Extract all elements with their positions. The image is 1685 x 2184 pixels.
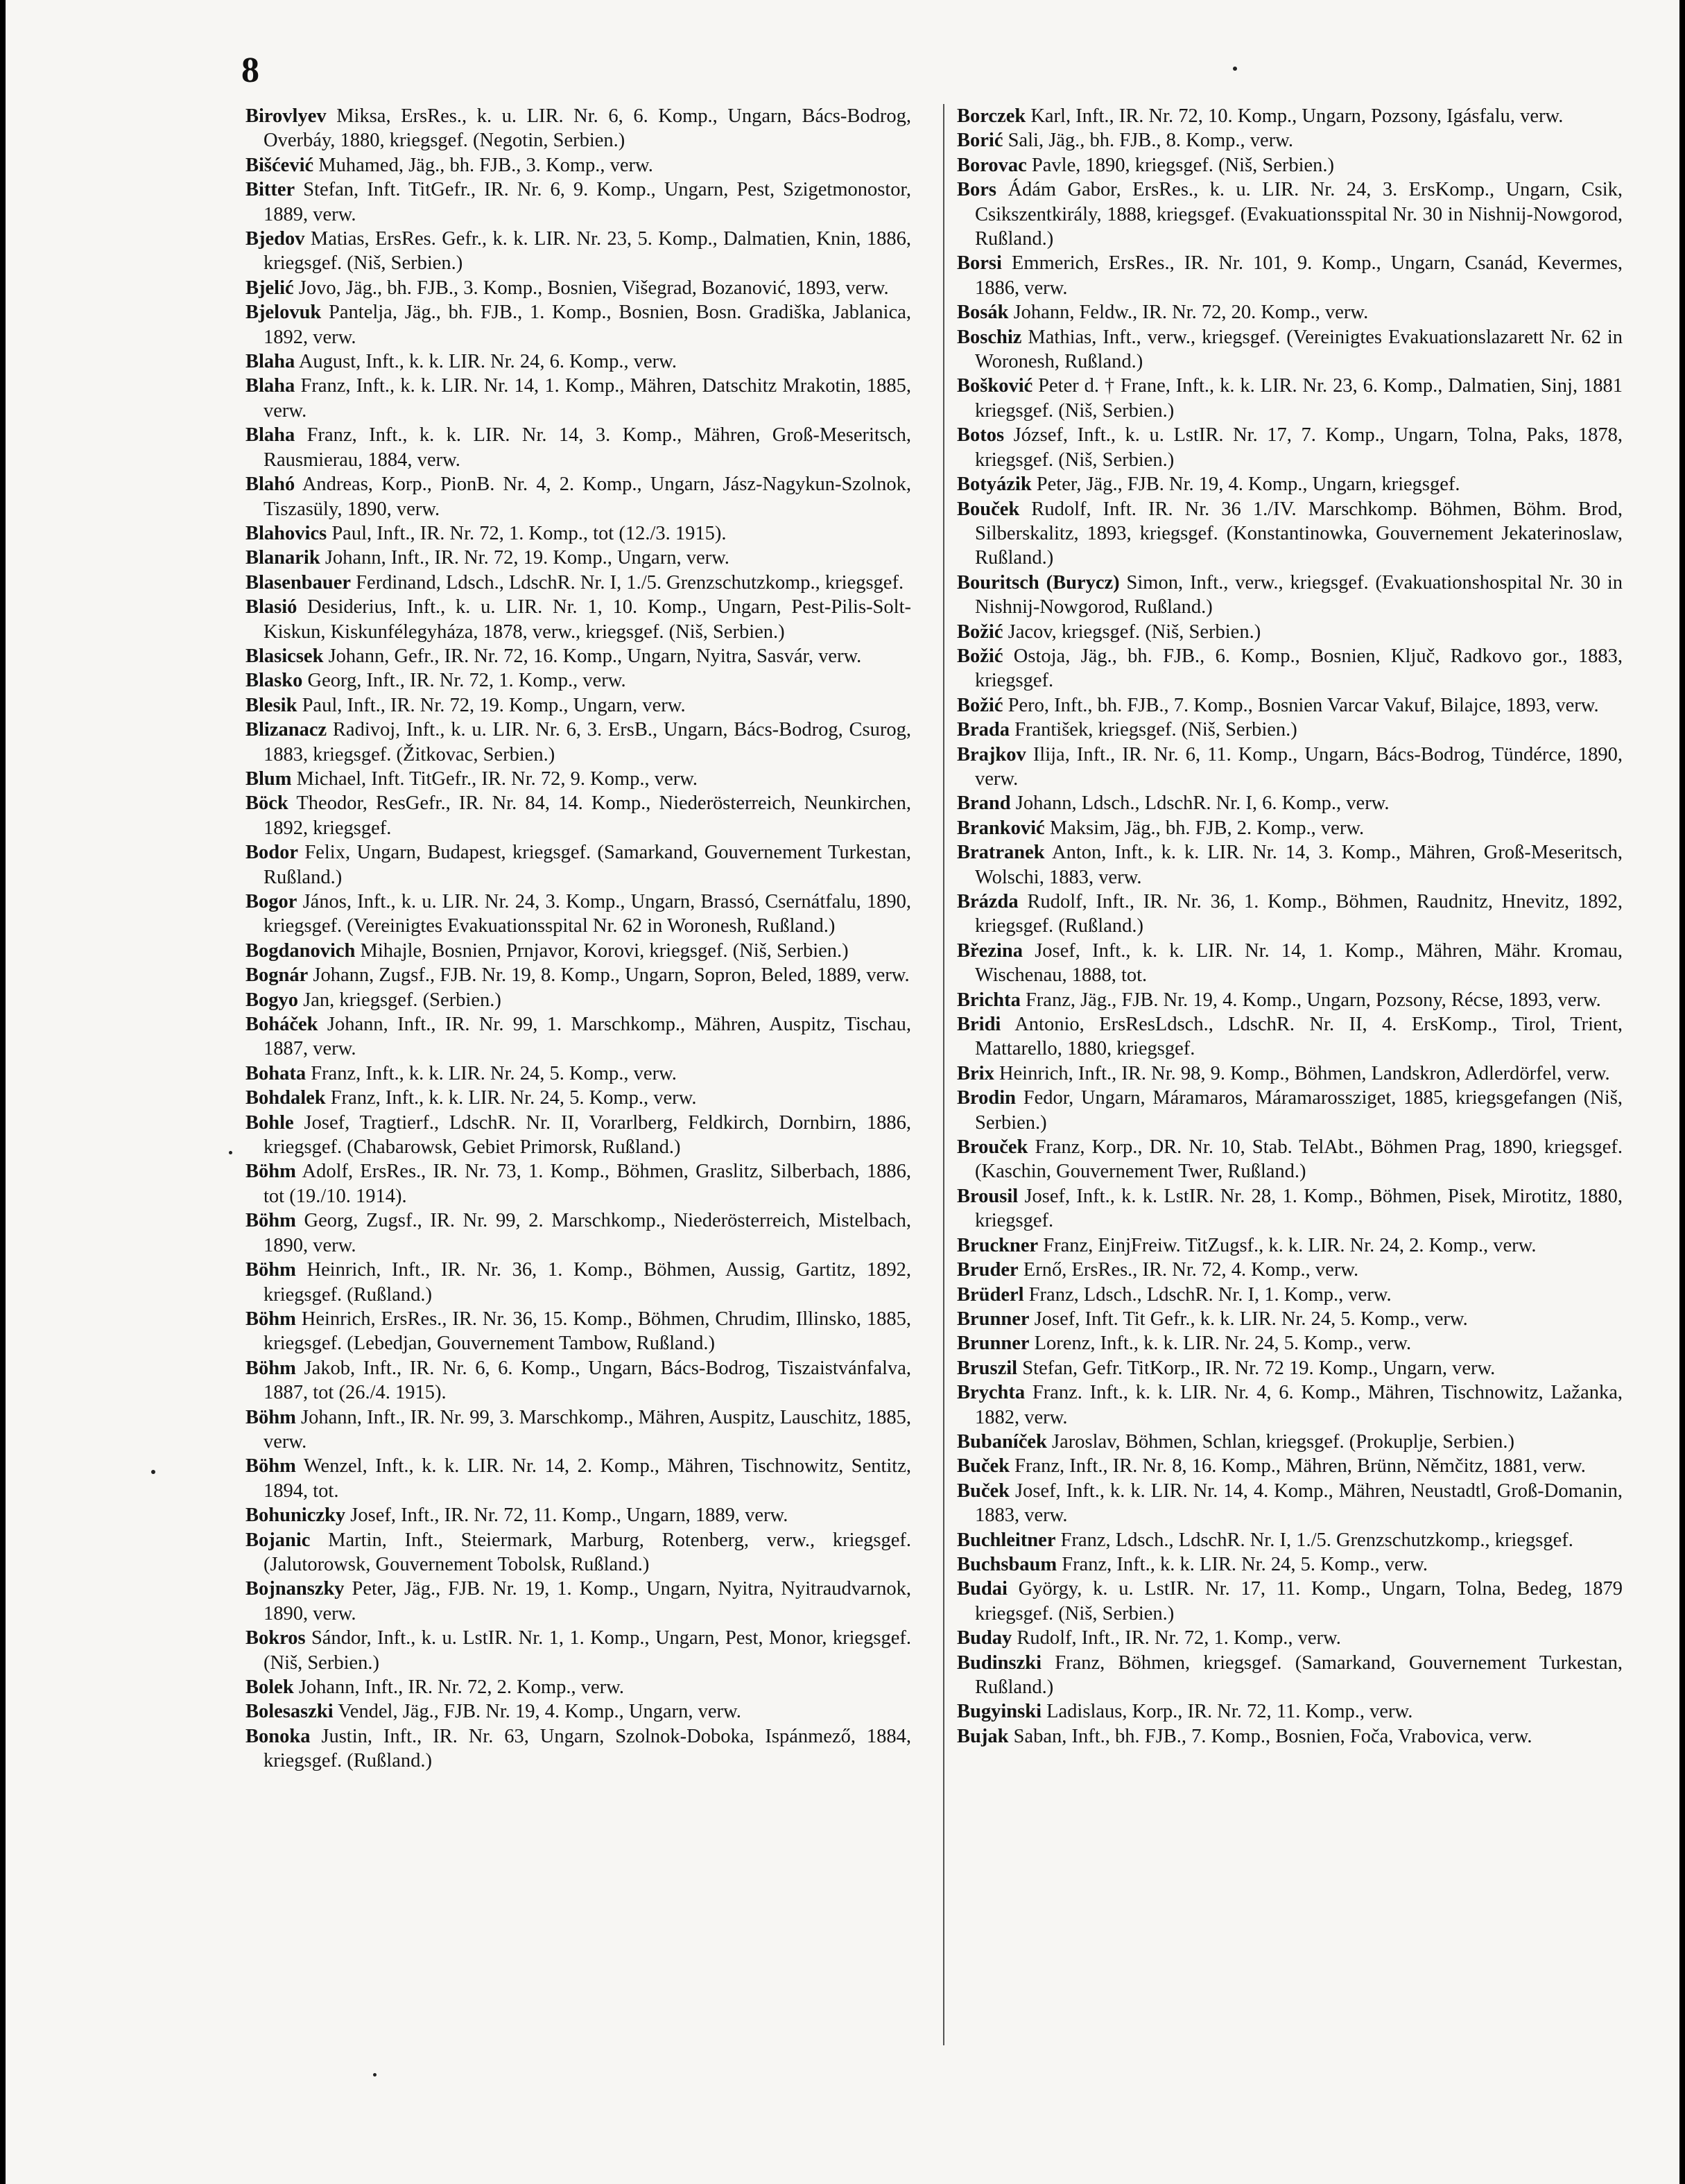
entry-surname: Buchleitner — [957, 1529, 1056, 1551]
entry-details: Sali, Jäg., bh. FJB., 8. Komp., verw. — [1003, 130, 1294, 152]
entry-details: Ferdinand, Ldsch., LdschR. Nr. I, 1./5. Grenzschutzkomp., kriegsgef. — [351, 571, 904, 593]
register-entry — [245, 1577, 911, 1626]
register-entry — [245, 1699, 911, 1724]
register-entry — [245, 939, 911, 963]
register-entry — [245, 1675, 911, 1699]
entry-details: Franz, Inft., k. k. LIR. Nr. 14, 1. Komp., Mähren, Datschitz Mrakotin, 1885, verw. — [263, 375, 911, 422]
entry-surname: Budinszki — [957, 1652, 1042, 1674]
register-entry — [245, 177, 911, 227]
entry-details: Ilija, Inft., IR. Nr. 6, 11. Komp., Ungarn, Bács-Bodrog, Tündérce, 1890, verw. — [975, 743, 1623, 790]
register-entry — [245, 153, 911, 177]
entry-surname: Bubaníček — [957, 1430, 1047, 1453]
register-entry — [245, 890, 911, 939]
entry-details: Mathias, Inft., verw., kriegsgef. (Vereinigtes Evakuationslazarett Nr. 62 in Woronesh, Rußland.) — [975, 326, 1623, 373]
register-entry — [957, 791, 1623, 815]
entry-surname: Bruckner — [957, 1234, 1039, 1256]
entry-details: Josef, Tragtierf., LdschR. Nr. II, Vorarlberg, Feldkirch, Dornbirn, 1886, kriegsgef. (Chabarowsk, Gebiet Primorsk, Rußland.) — [263, 1111, 911, 1159]
entry-details: Matias, ErsRes. Gefr., k. k. LIR. Nr. 23, 5. Komp., Dalmatien, Knin, 1886, kriegsgef. (Niš, Serbien.) — [263, 228, 911, 275]
entry-surname: Bujak — [957, 1725, 1009, 1747]
entry-surname: Blasenbauer — [245, 571, 352, 593]
entry-details: Paul, Inft., IR. Nr. 72, 19. Komp., Ungarn, verw. — [297, 694, 686, 716]
register-entry — [957, 693, 1623, 718]
entry-details: Peter d. † Frane, Inft., k. k. LIR. Nr. 23, 6. Komp., Dalmatien, Sinj, 1881 kriegsgef. (Niš, Serbien.) — [975, 375, 1623, 422]
entry-surname: Blasió — [245, 596, 297, 618]
register-entry — [957, 497, 1623, 571]
entry-surname: Blahó — [245, 474, 295, 496]
entry-surname: Bolesaszki — [245, 1701, 334, 1723]
entry-details: Stefan, Inft. TitGefr., IR. Nr. 6, 9. Komp., Ungarn, Pest, Szigetmonostor, 1889, verw. — [263, 179, 911, 225]
entry-surname: Bohle — [245, 1111, 294, 1134]
register-entry — [957, 1184, 1623, 1233]
register-entry — [245, 1454, 911, 1503]
register-entry — [245, 1258, 911, 1307]
entry-surname: Budai — [957, 1578, 1008, 1600]
entry-surname: Blahovics — [245, 522, 327, 544]
register-entry — [957, 1356, 1623, 1380]
register-entry — [245, 767, 911, 791]
register-entry — [245, 595, 911, 644]
entry-surname: Borsi — [957, 252, 1002, 275]
entry-details: Fedor, Ungarn, Máramaros, Máramarossziget, 1885, kriegsgefangen (Niš, Serbien.) — [975, 1087, 1623, 1134]
register-entry — [957, 816, 1623, 840]
entry-surname: Bosák — [957, 302, 1009, 324]
entry-surname: Blasko — [245, 670, 303, 692]
entry-details: Jovo, Jäg., bh. FJB., 3. Komp., Bosnien, Višegrad, Bozanović, 1893, verw. — [293, 277, 889, 299]
register-entry — [245, 1405, 911, 1455]
entry-surname: Borić — [957, 130, 1003, 152]
register-entry — [245, 423, 911, 472]
register-entry — [957, 1307, 1623, 1331]
entry-surname: Bošković — [957, 375, 1033, 397]
entry-details: František, kriegsgef. (Niš, Serbien.) — [1010, 719, 1297, 741]
entry-details: Jakob, Inft., IR. Nr. 6, 6. Komp., Ungarn, Bács-Bodrog, Tiszaistvánfalva, 1887, tot (26./4. 1915). — [263, 1357, 911, 1404]
entry-surname: Božić — [957, 621, 1003, 643]
register-entry — [245, 521, 911, 546]
entry-details: Franz, Jäg., FJB. Nr. 19, 4. Komp., Ungarn, Pozsony, Récse, 1893, verw. — [1020, 989, 1601, 1011]
entry-surname: Böhm — [245, 1455, 296, 1477]
entry-details: Franz, Böhmen, kriegsgef. (Samarkand, Gouvernement Turkestan, Rußland.) — [975, 1652, 1623, 1698]
entry-details: Johann, Ldsch., LdschR. Nr. I, 6. Komp., verw. — [1010, 792, 1390, 815]
entry-details: Jan, kriegsgef. (Serbien.) — [298, 989, 501, 1011]
entry-details: Josef, Inft., IR. Nr. 72, 11. Komp., Ungarn, 1889, verw. — [345, 1505, 788, 1527]
register-entry — [245, 1528, 911, 1577]
entry-surname: Bridi — [957, 1014, 1001, 1036]
entry-surname: Bouček — [957, 498, 1020, 520]
entry-surname: Böck — [245, 792, 288, 815]
entry-surname: Blasicsek — [245, 645, 324, 667]
register-entry — [957, 1528, 1623, 1552]
entry-details: Rudolf, Inft., IR. Nr. 72, 1. Komp., verw. — [1012, 1627, 1341, 1649]
register-entry — [957, 620, 1623, 644]
right-column — [957, 104, 1623, 1749]
entry-surname: Brousil — [957, 1185, 1019, 1207]
entry-details: Paul, Inft., IR. Nr. 72, 1. Komp., tot (12./3. 1915). — [327, 522, 727, 544]
entry-details: Franz, Korp., DR. Nr. 10, Stab. TelAbt., Böhmen Prag, 1890, kriegsgef. (Kaschin, Gouvernement Twer, Rußland.) — [975, 1136, 1623, 1183]
entry-surname: Brouček — [957, 1136, 1028, 1159]
entry-details: Ostoja, Jäg., bh. FJB., 6. Komp., Bosnien, Ključ, Radkovo gor., 1883, kriegsgef. — [975, 645, 1623, 692]
entry-surname: Borczek — [957, 105, 1026, 127]
register-entry — [245, 988, 911, 1012]
register-entry — [245, 1012, 911, 1061]
entry-details: Karl, Inft., IR. Nr. 72, 10. Komp., Ungarn, Pozsony, Igásfalu, verw. — [1026, 105, 1564, 127]
entry-details: Ádám Gabor, ErsRes., k. u. LIR. Nr. 24, 3. ErsKomp., Ungarn, Csik, Csikszentkirály, 1888, kriegsgef. (Evakuationsspital Nr. 30 in Nishnij-Nowgorod, Rußland.) — [975, 179, 1623, 250]
entry-surname: Bouritsch (Burycz) — [957, 571, 1120, 593]
entry-details: Johann, Zugsf., FJB. Nr. 19, 8. Komp., Ungarn, Sopron, Beled, 1889, verw. — [308, 964, 910, 987]
entry-surname: Blum — [245, 768, 292, 790]
entry-details: Adolf, ErsRes., IR. Nr. 73, 1. Komp., Böhmen, Graslitz, Silberbach, 1886, tot (19./10. 1914). — [263, 1161, 911, 1207]
register-entry — [957, 1380, 1623, 1430]
entry-surname: Buček — [957, 1480, 1010, 1502]
entry-details: Miksa, ErsRes., k. u. LIR. Nr. 6, 6. Komp., Ungarn, Bács-Bodrog, Overbáy, 1880, kriegsgef. (Negotin, Serbien.) — [263, 105, 911, 152]
entry-details: József, Inft., k. u. LstIR. Nr. 17, 7. Komp., Ungarn, Tolna, Paks, 1878, kriegsgef. (Niš, Serbien.) — [975, 424, 1623, 471]
register-entry — [957, 1577, 1623, 1626]
register-entry — [957, 743, 1623, 792]
entry-surname: Bogyo — [245, 989, 299, 1011]
register-entry — [957, 251, 1623, 300]
register-entry — [957, 988, 1623, 1012]
entry-surname: Brunner — [957, 1333, 1030, 1355]
entry-surname: Blaha — [245, 424, 295, 447]
entry-details: János, Inft., k. u. LIR. Nr. 24, 3. Komp., Ungarn, Brassó, Csernátfalu, 1890, kriegsgef. (Vereinigtes Evakuationsspital Nr. 62 in Woronesh, Rußland.) — [263, 891, 911, 937]
register-entry — [957, 1454, 1623, 1478]
entry-details: Saban, Inft., bh. FJB., 7. Komp., Bosnien, Foča, Vrabovica, verw. — [1008, 1725, 1532, 1747]
register-entry — [957, 128, 1623, 153]
entry-surname: Březina — [957, 939, 1023, 962]
register-entry — [957, 1012, 1623, 1061]
entry-surname: Boháček — [245, 1014, 318, 1036]
register-entry — [957, 1331, 1623, 1355]
register-entry — [245, 1086, 911, 1110]
entry-surname: Brodin — [957, 1087, 1017, 1109]
register-entry — [245, 104, 911, 153]
entry-details: Pantelja, Jäg., bh. FJB., 1. Komp., Bosnien, Bosn. Gradiška, Jablanica, 1892, verw. — [263, 302, 911, 348]
entry-details: Johann, Gefr., IR. Nr. 72, 16. Komp., Ungarn, Nyitra, Sasvár, verw. — [323, 645, 862, 667]
entry-surname: Bors — [957, 179, 996, 201]
entry-surname: Bonoka — [245, 1725, 311, 1747]
entry-details: Anton, Inft., k. k. LIR. Nr. 14, 3. Komp., Mähren, Groß-Meseritsch, Wolschi, 1883, verw. — [975, 842, 1623, 888]
entry-details: Maksim, Jäg., bh. FJB, 2. Komp., verw. — [1044, 817, 1365, 839]
entry-surname: Blanarik — [245, 547, 320, 569]
entry-surname: Böhm — [245, 1308, 296, 1330]
entry-surname: Blesik — [245, 694, 297, 716]
entry-surname: Bjelovuk — [245, 302, 322, 324]
entry-surname: Bugyinski — [957, 1701, 1042, 1723]
entry-surname: Brajkov — [957, 743, 1026, 765]
entry-details: Radivoj, Inft., k. u. LIR. Nr. 6, 3. ErsB., Ungarn, Bács-Bodrog, Csurog, 1883, kriegsgef. (Žitkovac, Serbien.) — [263, 719, 911, 765]
register-entry — [245, 1111, 911, 1160]
entry-details: Michael, Inft. TitGefr., IR. Nr. 72, 9. Komp., verw. — [291, 768, 698, 790]
entry-surname: Böhm — [245, 1357, 296, 1379]
entry-surname: Brunner — [957, 1308, 1030, 1330]
register-entry — [957, 1135, 1623, 1184]
entry-surname: Bognár — [245, 964, 309, 987]
register-entry — [957, 1233, 1623, 1258]
entry-surname: Botyázik — [957, 474, 1032, 496]
register-entry — [957, 1430, 1623, 1454]
register-entry — [957, 1626, 1623, 1650]
entry-details: Lorenz, Inft., k. k. LIR. Nr. 24, 5. Komp., verw. — [1029, 1333, 1412, 1355]
register-entry — [957, 1258, 1623, 1282]
page-number: 8 — [241, 51, 259, 90]
entry-details: Georg, Inft., IR. Nr. 72, 1. Komp., verw. — [302, 670, 626, 692]
entry-surname: Buchsbaum — [957, 1553, 1057, 1575]
left-column — [245, 104, 911, 1774]
entry-surname: Boschiz — [957, 326, 1022, 348]
entry-surname: Bjedov — [245, 228, 305, 250]
entry-surname: Bratranek — [957, 842, 1045, 864]
register-entry — [957, 104, 1623, 128]
register-entry — [957, 890, 1623, 939]
entry-details: Desiderius, Inft., k. u. LIR. Nr. 1, 10. Komp., Ungarn, Pest-Pilis-Solt-Kiskun, Kiskunfélegyháza, 1878, verw., kriegsgef. (Niš, Serbien.) — [263, 596, 911, 643]
register-entry — [957, 1651, 1623, 1700]
entry-details: Wenzel, Inft., k. k. LIR. Nr. 14, 2. Komp., Mähren, Tischnowitz, Sentitz, 1894, tot. — [263, 1455, 911, 1502]
entry-details: Josef, Inft. Tit Gefr., k. k. LIR. Nr. 24, 5. Komp., verw. — [1029, 1308, 1468, 1330]
entry-surname: Bojanic — [245, 1529, 311, 1551]
register-entry — [245, 791, 911, 840]
register-entry — [245, 472, 911, 521]
entry-details: Peter, Jäg., FJB. Nr. 19, 1. Komp., Ungarn, Nyitra, Nyitraudvarnok, 1890, verw. — [263, 1578, 911, 1624]
register-entry — [957, 472, 1623, 496]
register-entry — [957, 325, 1623, 374]
entry-surname: Bodor — [245, 842, 299, 864]
entry-surname: Bojnanszky — [245, 1578, 345, 1600]
entry-details: Heinrich, Inft., IR. Nr. 36, 1. Komp., Böhmen, Aussig, Gartitz, 1892, kriegsgef. (Rußland.) — [263, 1259, 911, 1306]
entry-surname: Brix — [957, 1062, 994, 1084]
entry-details: Simon, Inft., verw., kriegsgef. (Evakuationshospital Nr. 30 in Nishnij-Nowgorod, Rußland.) — [975, 571, 1623, 618]
entry-details: Franz, Ldsch., LdschR. Nr. I, 1. Komp., verw. — [1023, 1283, 1392, 1306]
entry-surname: Böhm — [245, 1259, 296, 1281]
register-entry — [957, 840, 1623, 890]
register-entry — [245, 963, 911, 987]
register-entry — [245, 227, 911, 276]
register-entry — [245, 1626, 911, 1675]
entry-surname: Blizanacz — [245, 719, 327, 741]
register-entry — [245, 1159, 911, 1208]
entry-details: Josef, Inft., k. k. LstIR. Nr. 28, 1. Komp., Böhmen, Pisek, Mirotitz, 1880, kriegsgef. — [975, 1185, 1623, 1232]
register-entry — [245, 1061, 911, 1086]
entry-details: György, k. u. LstIR. Nr. 17, 11. Komp., Ungarn, Tolna, Bedeg, 1879 kriegsgef. (Niš, Serbien.) — [975, 1578, 1623, 1624]
entry-details: Pavle, 1890, kriegsgef. (Niš, Serbien.) — [1026, 154, 1335, 176]
entry-details: Heinrich, ErsRes., IR. Nr. 36, 15. Komp., Böhmen, Chrudim, Illinsko, 1885, kriegsgef. (Lebedjan, Gouvernement Tambow, Rußland.) — [263, 1308, 911, 1355]
entry-details: Andreas, Korp., PionB. Nr. 4, 2. Komp., Ungarn, Jász-Nagykun-Szolnok, Tiszasüly, 1890, verw. — [263, 474, 911, 520]
register-entry — [957, 1552, 1623, 1577]
entry-details: Franz. Inft., k. k. LIR. Nr. 4, 6. Komp., Mähren, Tischnowitz, Lažanka, 1882, verw. — [975, 1382, 1623, 1428]
entry-surname: Bohdalek — [245, 1087, 326, 1109]
entry-details: Ladislaus, Korp., IR. Nr. 72, 11. Komp., verw. — [1042, 1701, 1413, 1723]
entry-details: Georg, Zugsf., IR. Nr. 99, 2. Marschkomp., Niederösterreich, Mistelbach, 1890, verw. — [263, 1210, 911, 1256]
entry-details: Justin, Inft., IR. Nr. 63, Ungarn, Szolnok-Doboka, Ispánmező, 1884, kriegsgef. (Rußland.) — [263, 1725, 911, 1772]
register-entry — [245, 840, 911, 890]
entry-details: Mihajle, Bosnien, Prnjavor, Korovi, kriegsgef. (Niš, Serbien.) — [355, 939, 849, 962]
register-entry — [957, 177, 1623, 251]
print-speck — [373, 2073, 377, 2077]
entry-surname: Bruder — [957, 1259, 1019, 1281]
entry-surname: Bohuniczky — [245, 1505, 346, 1527]
register-entry — [957, 1699, 1623, 1724]
entry-details: Felix, Ungarn, Budapest, kriegsgef. (Samarkand, Gouvernement Turkestan, Rußland.) — [263, 842, 911, 888]
entry-details: Sándor, Inft., k. u. LstIR. Nr. 1, 1. Komp., Ungarn, Pest, Monor, kriegsgef. (Niš, Serbien.) — [263, 1627, 911, 1674]
entry-surname: Bokros — [245, 1627, 306, 1649]
register-entry — [245, 668, 911, 693]
register-entry — [957, 718, 1623, 742]
entry-details: Franz, Inft., k. k. LIR. Nr. 24, 5. Komp., verw. — [1057, 1553, 1428, 1575]
entry-surname: Brázda — [957, 891, 1019, 912]
entry-surname: Bruszil — [957, 1357, 1018, 1379]
register-entry — [245, 546, 911, 570]
register-entry — [245, 1724, 911, 1774]
register-entry — [245, 374, 911, 423]
print-speck — [229, 1151, 232, 1154]
entry-details: Martin, Inft., Steiermark, Marburg, Rotenberg, verw., kriegsgef. (Jalutorowsk, Gouvernement Tobolsk, Rußland.) — [263, 1529, 911, 1575]
register-entry — [245, 1307, 911, 1356]
entry-surname: Brüderl — [957, 1283, 1024, 1306]
entry-surname: Brichta — [957, 989, 1021, 1011]
entry-details: Stefan, Gefr. TitKorp., IR. Nr. 72 19. Komp., Ungarn, verw. — [1017, 1357, 1496, 1379]
entry-details: Vendel, Jäg., FJB. Nr. 19, 4. Komp., Ungarn, verw. — [333, 1701, 741, 1723]
entry-details: Franz, Inft., k. k. LIR. Nr. 24, 5. Komp., verw. — [325, 1087, 697, 1109]
entry-details: Ernő, ErsRes., IR. Nr. 72, 4. Komp., verw. — [1018, 1259, 1359, 1281]
entry-details: Peter, Jäg., FJB. Nr. 19, 4. Komp., Ungarn, kriegsgef. — [1031, 474, 1460, 496]
entry-surname: Borovac — [957, 154, 1027, 176]
entry-details: Josef, Inft., k. k. LIR. Nr. 14, 4. Komp., Mähren, Neustadtl, Groß-Domanin, 1883, verw. — [975, 1480, 1623, 1527]
entry-details: Muhamed, Jäg., bh. FJB., 3. Komp., verw. — [313, 154, 653, 176]
entry-surname: Bohata — [245, 1062, 306, 1084]
entry-surname: Böhm — [245, 1406, 296, 1428]
entry-details: Franz, Ldsch., LdschR. Nr. I, 1./5. Grenzschutzkomp., kriegsgef. — [1055, 1529, 1573, 1551]
entry-surname: Božić — [957, 694, 1003, 716]
entry-details: Jaroslav, Böhmen, Schlan, kriegsgef. (Prokuplje, Serbien.) — [1046, 1430, 1514, 1453]
entry-details: Franz, EinjFreiw. TitZugsf., k. k. LIR. Nr. 24, 2. Komp., verw. — [1038, 1234, 1537, 1256]
entry-details: Pero, Inft., bh. FJB., 7. Komp., Bosnien Varcar Vakuf, Bilajce, 1893, verw. — [1003, 694, 1599, 716]
entry-details: Rudolf, Inft., IR. Nr. 36, 1. Komp., Böhmen, Raudnitz, Hnevitz, 1892, kriegsgef. (Rußland.) — [975, 891, 1623, 937]
register-entry — [957, 644, 1623, 693]
register-entry — [957, 571, 1623, 620]
entry-surname: Branković — [957, 817, 1045, 839]
entry-surname: Blaha — [245, 351, 295, 373]
entry-surname: Botos — [957, 424, 1005, 447]
register-entry — [245, 300, 911, 349]
register-entry — [957, 1061, 1623, 1086]
entry-surname: Bišćević — [245, 154, 314, 176]
entry-details: Theodor, ResGefr., IR. Nr. 84, 14. Komp., Niederösterreich, Neunkirchen, 1892, kriegsgef. — [263, 792, 911, 839]
entry-surname: Blaha — [245, 375, 295, 397]
register-entry — [957, 1086, 1623, 1135]
entry-surname: Bitter — [245, 179, 295, 201]
print-speck — [1233, 67, 1237, 71]
register-entry — [957, 1283, 1623, 1307]
entry-details: Johann, Inft., IR. Nr. 99, 1. Marschkomp., Mähren, Auspitz, Tischau, 1887, verw. — [263, 1014, 911, 1060]
register-entry — [957, 1479, 1623, 1528]
entry-details: Johann, Inft., IR. Nr. 99, 3. Marschkomp., Mähren, Auspitz, Lauschitz, 1885, verw. — [263, 1406, 911, 1453]
register-entry — [245, 349, 911, 374]
entry-details: Franz, Inft., k. k. LIR. Nr. 14, 3. Komp., Mähren, Groß-Meseritsch, Rausmierau, 1884, verw. — [263, 424, 911, 471]
document-page — [6, 0, 1679, 2184]
entry-surname: Brand — [957, 792, 1011, 815]
entry-details: Jacov, kriegsgef. (Niš, Serbien.) — [1003, 621, 1261, 643]
entry-details: Rudolf, Inft. IR. Nr. 36 1./IV. Marschkomp. Böhmen, Böhm. Brod, Silberskalitz, 1893, kriegsgef. (Konstantinowka, Gouvernement Jekaterinoslaw, Rußland.) — [975, 498, 1623, 569]
entry-surname: Brychta — [957, 1382, 1026, 1404]
print-speck — [151, 1470, 155, 1474]
entry-details: Franz, Inft., IR. Nr. 8, 16. Komp., Mähren, Brünn, Němčitz, 1881, verw. — [1010, 1455, 1586, 1477]
entry-details: Johann, Inft., IR. Nr. 72, 2. Komp., verw. — [293, 1676, 624, 1698]
entry-surname: Bjelić — [245, 277, 294, 299]
register-entry — [245, 1503, 911, 1527]
entry-surname: Bogdanovich — [245, 939, 356, 962]
entry-surname: Buday — [957, 1627, 1012, 1649]
entry-details: Emmerich, ErsRes., IR. Nr. 101, 9. Komp., Ungarn, Csanád, Kevermes, 1886, verw. — [975, 252, 1623, 299]
entry-surname: Božić — [957, 645, 1003, 667]
column-divider — [943, 104, 944, 2045]
entry-details: Josef, Inft., k. k. LIR. Nr. 14, 1. Komp., Mähren, Mähr. Kromau, Wischenau, 1888, tot. — [975, 939, 1623, 987]
entry-surname: Bolek — [245, 1676, 294, 1698]
entry-surname: Bogor — [245, 891, 297, 912]
register-entry — [245, 1208, 911, 1258]
register-entry — [957, 374, 1623, 423]
register-entry — [245, 571, 911, 595]
register-entry — [957, 300, 1623, 324]
register-entry — [957, 153, 1623, 177]
entry-surname: Birovlyev — [245, 105, 327, 127]
entry-details: Antonio, ErsResLdsch., LdschR. Nr. II, 4. ErsKomp., Tirol, Trient, Mattarello, 1880, kriegsgef. — [975, 1014, 1623, 1060]
entry-details: Heinrich, Inft., IR. Nr. 98, 9. Komp., Böhmen, Landskron, Adlerdörfel, verw. — [994, 1062, 1610, 1084]
register-entry — [957, 939, 1623, 988]
register-entry — [957, 1724, 1623, 1749]
entry-surname: Buček — [957, 1455, 1010, 1477]
entry-details: Johann, Inft., IR. Nr. 72, 19. Komp., Ungarn, verw. — [320, 547, 729, 569]
register-entry — [245, 693, 911, 718]
register-entry — [957, 423, 1623, 472]
entry-surname: Böhm — [245, 1210, 296, 1232]
register-entry — [245, 718, 911, 767]
entry-surname: Böhm — [245, 1161, 296, 1183]
entry-details: Franz, Inft., k. k. LIR. Nr. 24, 5. Komp., verw. — [306, 1062, 677, 1084]
register-entry — [245, 1356, 911, 1405]
entry-details: Johann, Feldw., IR. Nr. 72, 20. Komp., verw. — [1008, 302, 1369, 324]
register-entry — [245, 276, 911, 300]
entry-details: August, Inft., k. k. LIR. Nr. 24, 6. Komp., verw. — [295, 351, 677, 373]
entry-surname: Brada — [957, 719, 1010, 741]
register-entry — [245, 644, 911, 668]
